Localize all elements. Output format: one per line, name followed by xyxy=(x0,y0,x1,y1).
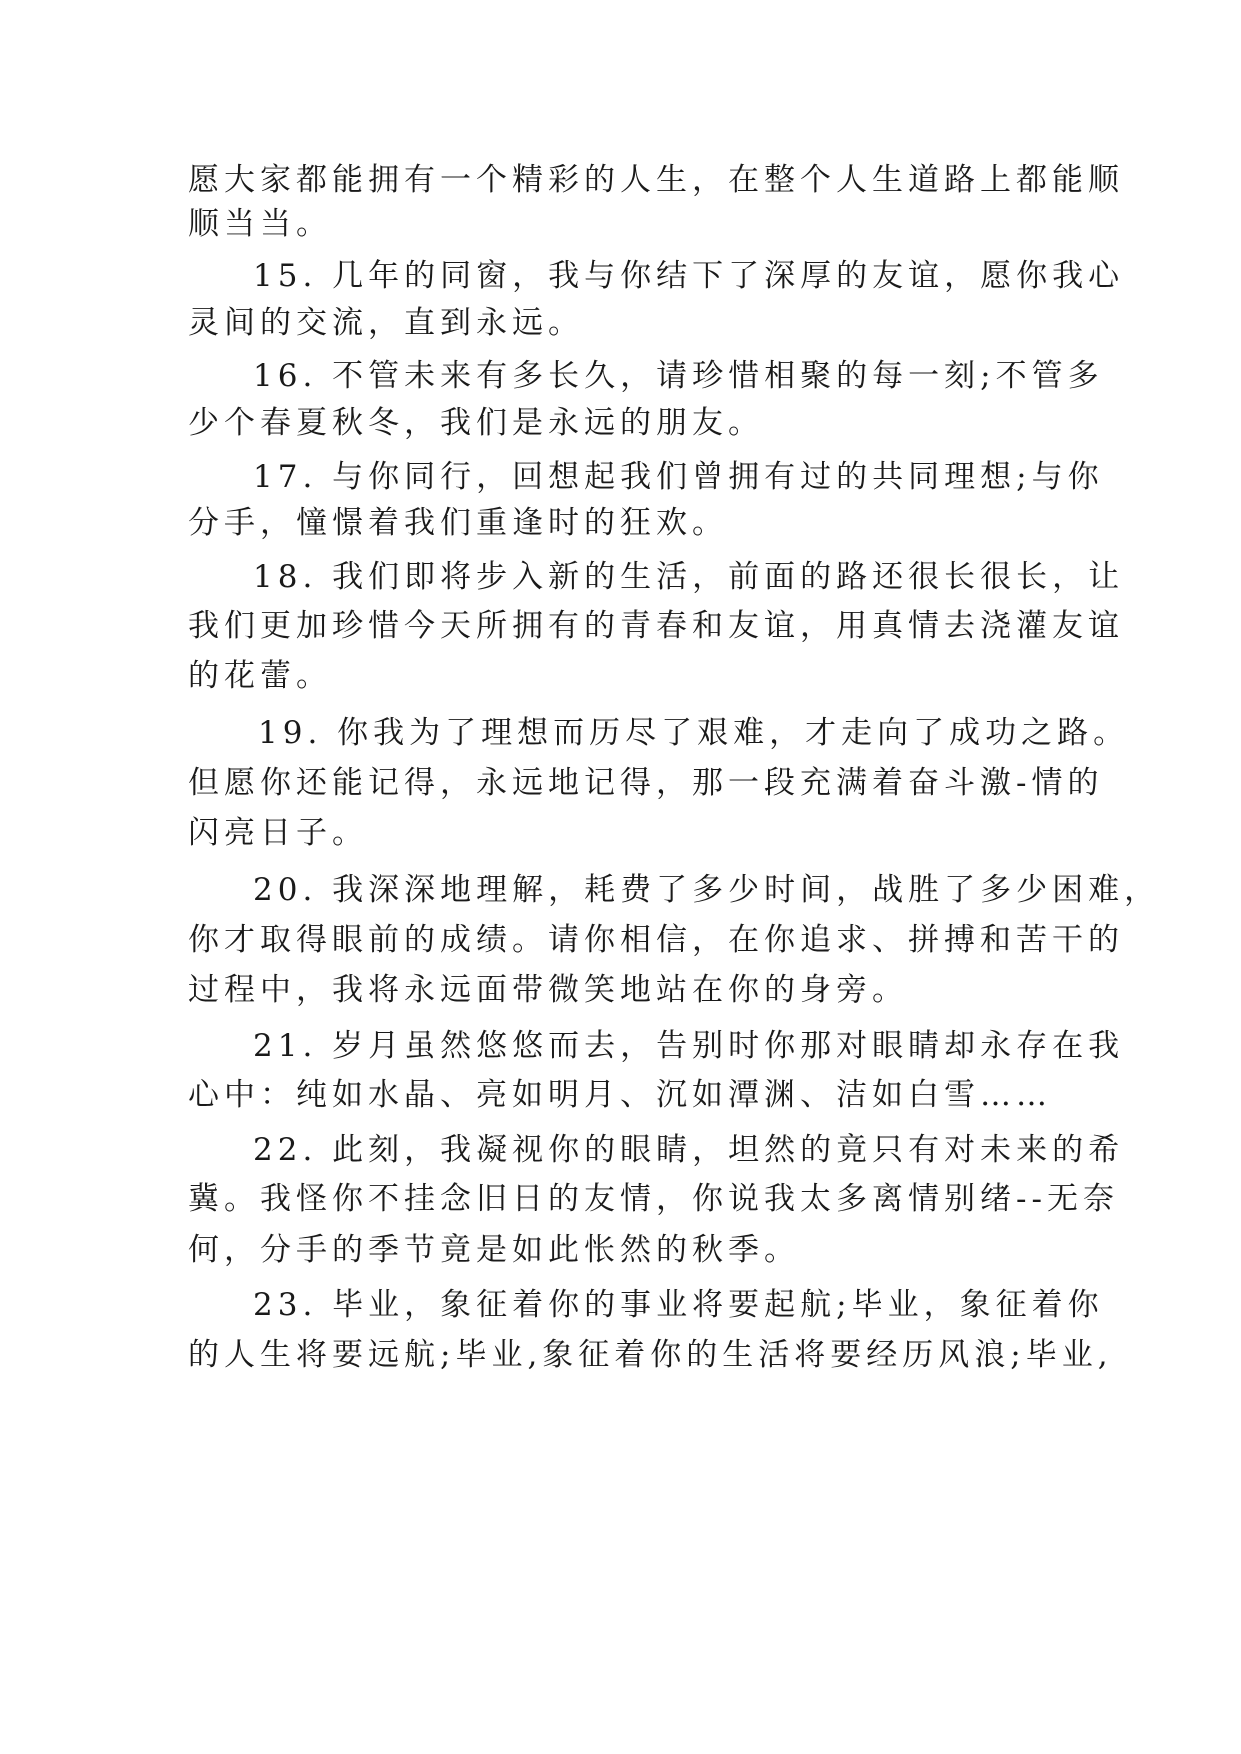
text-line: 顺当当。 xyxy=(188,206,332,242)
paragraph-first-line: 20. 我深深地理解，耗费了多少时间，战胜了多少困难， xyxy=(253,872,1161,908)
text-line: 的花蕾。 xyxy=(188,658,332,694)
text-line: 我们更加珍惜今天所拥有的青春和友谊，用真情去浇灌友谊 xyxy=(188,608,1124,644)
paragraph-first-line: 22. 此刻，我凝视你的眼睛，坦然的竟只有对未来的希 xyxy=(253,1132,1125,1168)
text-line: 的人生将要远航;毕业,象征着你的生活将要经历风浪;毕业, xyxy=(188,1337,1113,1373)
text-line: 你才取得眼前的成绩。请你相信，在你追求、拼搏和苦干的 xyxy=(188,922,1124,958)
text-line: 闪亮日子。 xyxy=(188,815,368,851)
text-line: 少个春夏秋冬，我们是永远的朋友。 xyxy=(188,405,764,441)
paragraph-first-line: 16. 不管未来有多长久，请珍惜相聚的每一刻;不管多 xyxy=(253,358,1104,394)
text-line: 何，分手的季节竟是如此怅然的秋季。 xyxy=(188,1232,800,1268)
paragraph-first-line: 23. 毕业，象征着你的事业将要起航;毕业，象征着你 xyxy=(253,1287,1104,1323)
text-line: 但愿你还能记得，永远地记得，那一段充满着奋斗激-情的 xyxy=(188,765,1104,801)
paragraph-first-line: 18. 我们即将步入新的生活，前面的路还很长很长，让 xyxy=(253,559,1125,595)
text-line: 心中：纯如水晶、亮如明月、沉如潭渊、洁如白雪…… xyxy=(188,1077,1052,1113)
text-line: 愿大家都能拥有一个精彩的人生，在整个人生道路上都能顺 xyxy=(188,162,1124,198)
paragraph-first-line: 21. 岁月虽然悠悠而去，告别时你那对眼睛却永存在我 xyxy=(253,1028,1125,1064)
text-line: 过程中，我将永远面带微笑地站在你的身旁。 xyxy=(188,972,908,1008)
text-line: 冀。我怪你不挂念旧日的友情，你说我太多离情别绪--无奈 xyxy=(188,1181,1119,1217)
text-line: 灵间的交流，直到永远。 xyxy=(188,305,584,341)
paragraph-first-line: 15. 几年的同窗，我与你结下了深厚的友谊，愿你我心 xyxy=(253,258,1125,294)
paragraph-first-line: 19. 你我为了理想而历尽了艰难，才走向了成功之路。 xyxy=(258,715,1130,751)
text-line: 分手，憧憬着我们重逢时的狂欢。 xyxy=(188,505,728,541)
paragraph-first-line: 17. 与你同行，回想起我们曾拥有过的共同理想;与你 xyxy=(253,459,1104,495)
